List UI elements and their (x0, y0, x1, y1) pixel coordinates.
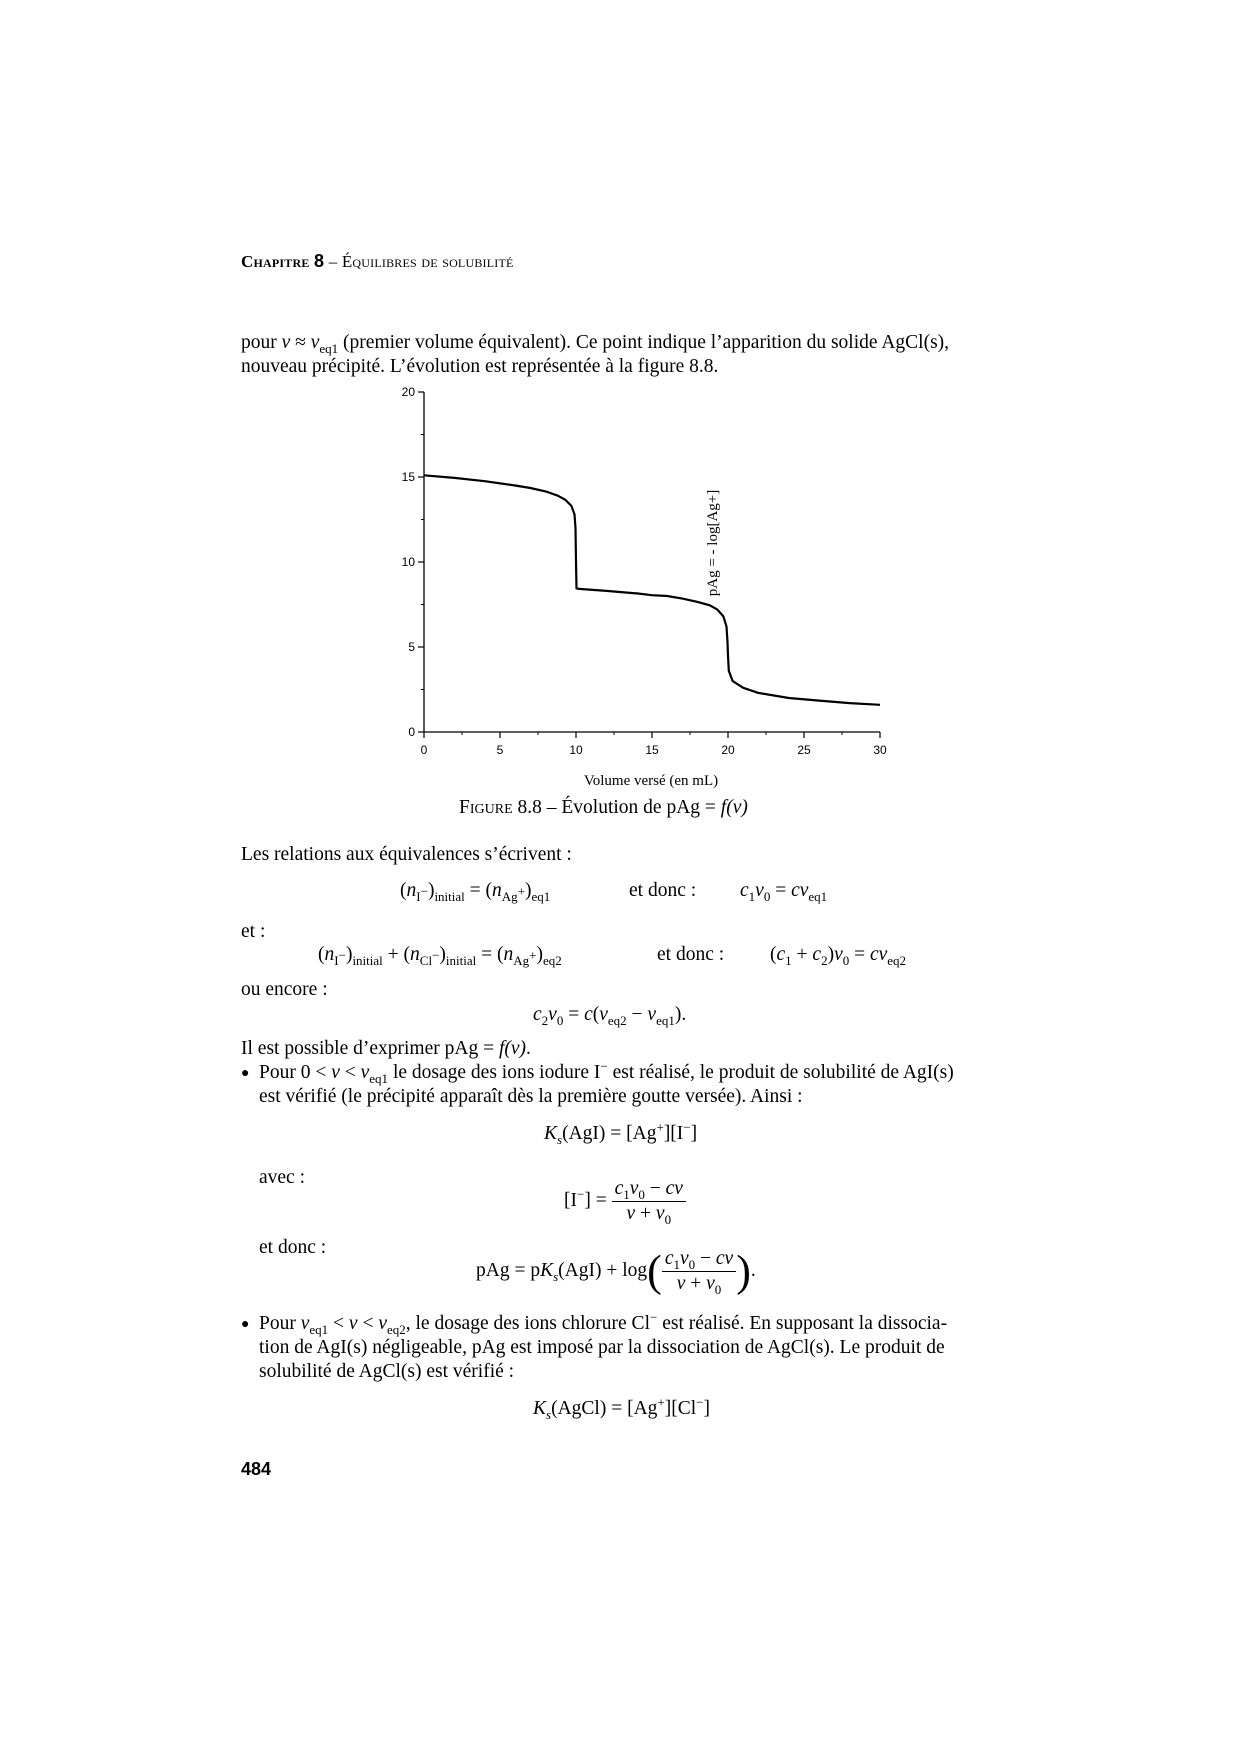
page-number: 484 (241, 1459, 272, 1479)
ou-encore-label: ou encore : (241, 979, 328, 1000)
figure-caption: Figure 8.8 – Évolution de pAg = f(v) (459, 797, 748, 818)
et-donc-1: et donc : (629, 880, 697, 901)
chart-xlabel: Volume versé (en mL) (583, 773, 719, 789)
bullet-1-line-2: est vérifié (le précipité apparaît dès la première goutte versée). Ainsi : (259, 1086, 803, 1107)
x-tick-label: 15 (645, 743, 659, 757)
x-tick-label: 5 (496, 743, 504, 757)
y-tick-label: 0 (408, 725, 415, 739)
bullet-1-marker: ● (241, 1066, 250, 1081)
chapter-word: Chapitre (241, 252, 310, 271)
express-line: Il est possible d’exprimer pAg = f(v). (241, 1038, 531, 1059)
x-tick-label: 30 (873, 743, 887, 757)
chapter-number: 8 (314, 251, 325, 271)
equation-c2v0: $c_2v_0 = c(v_{eq2} - v_{eq1})$. (533, 1004, 687, 1028)
bullet-2-line-1: Pour $v_{eq1} < v < v_{eq2}$, le dosage des ions chlorure Cl− est réalisé. En supposant la dissocia- (259, 1309, 948, 1337)
chapter-title: Équilibres de solubilité (341, 252, 514, 271)
bullet-2-marker: ● (241, 1317, 250, 1332)
y-tick-label: 5 (408, 640, 415, 654)
bullet-2-line-2: tion de AgI(s) négligeable, pAg est imposé par la dissociation de AgCl(s). Le produit de (259, 1337, 945, 1358)
avec-label: avec : (259, 1167, 306, 1188)
titration-chart (340, 380, 900, 800)
series-line-pag (424, 475, 880, 705)
intro-line-1: pour $v \approx v_{eq1}$ (premier volume équivalent). Ce point indique l’apparition du solide AgCl(s), (241, 332, 950, 356)
equation-ks-agcl: $K_s(AgCl) = [Ag^+][Cl^-]$ (533, 1394, 711, 1422)
header-separator: – (328, 252, 338, 271)
running-header (241, 251, 514, 272)
relations-intro: Les relations aux équivalences s’écrivent : (241, 844, 572, 865)
chart-ylabel: pAg = - log[Ag+] (705, 489, 721, 597)
equation-eq1-conc: $c_1v_0 = cv_{eq1}$ (740, 880, 828, 904)
et-donc-label: et donc : (259, 1237, 327, 1258)
bullet-2-line-3: solubilité de AgCl(s) est vérifié : (259, 1361, 515, 1382)
chart-series (424, 475, 880, 705)
y-tick-label: 10 (401, 555, 415, 569)
intro-line-2: nouveau précipité. L’évolution est représentée à la figure 8.8. (241, 356, 719, 377)
et-label: et : (241, 921, 266, 942)
equation-eq2-conc: $(c_1 + c_2)v_0 = cv_{eq2}$ (770, 944, 907, 968)
y-tick-label: 20 (401, 385, 415, 399)
bullet-1-line-1: Pour $0 < v < v_{eq1}$ le dosage des ions iodure I− est réalisé, le produit de solubilité de AgI(s) (259, 1058, 954, 1086)
equation-iodide-conc: [I−] = $\frac{c_1v_0 - cv}{v + v_0}$ (564, 1178, 686, 1225)
y-tick-label: 15 (401, 470, 415, 484)
equation-pag: pAg = $pK_s(AgI) + \log$( $\frac{c_1v_0 - cv}{v + v_0}$ ). (476, 1246, 756, 1297)
x-tick-label: 25 (797, 743, 811, 757)
equation-eq2-moles: $(n_{I^-})_{initial} + (n_{Cl^-})_{initial} = (n_{Ag^+})_{eq2}$ (318, 944, 562, 968)
equation-ks-agi: $K_s(AgI) = [Ag^+][I^-]$ (544, 1119, 698, 1147)
chart-axes (424, 392, 880, 732)
equation-eq1-moles: $(n_{I^-})_{initial} = (n_{Ag^+})_{eq1}$ (400, 880, 551, 904)
x-tick-label: 10 (569, 743, 583, 757)
x-tick-label: 0 (420, 743, 428, 757)
et-donc-2: et donc : (657, 944, 725, 965)
x-tick-label: 20 (721, 743, 735, 757)
